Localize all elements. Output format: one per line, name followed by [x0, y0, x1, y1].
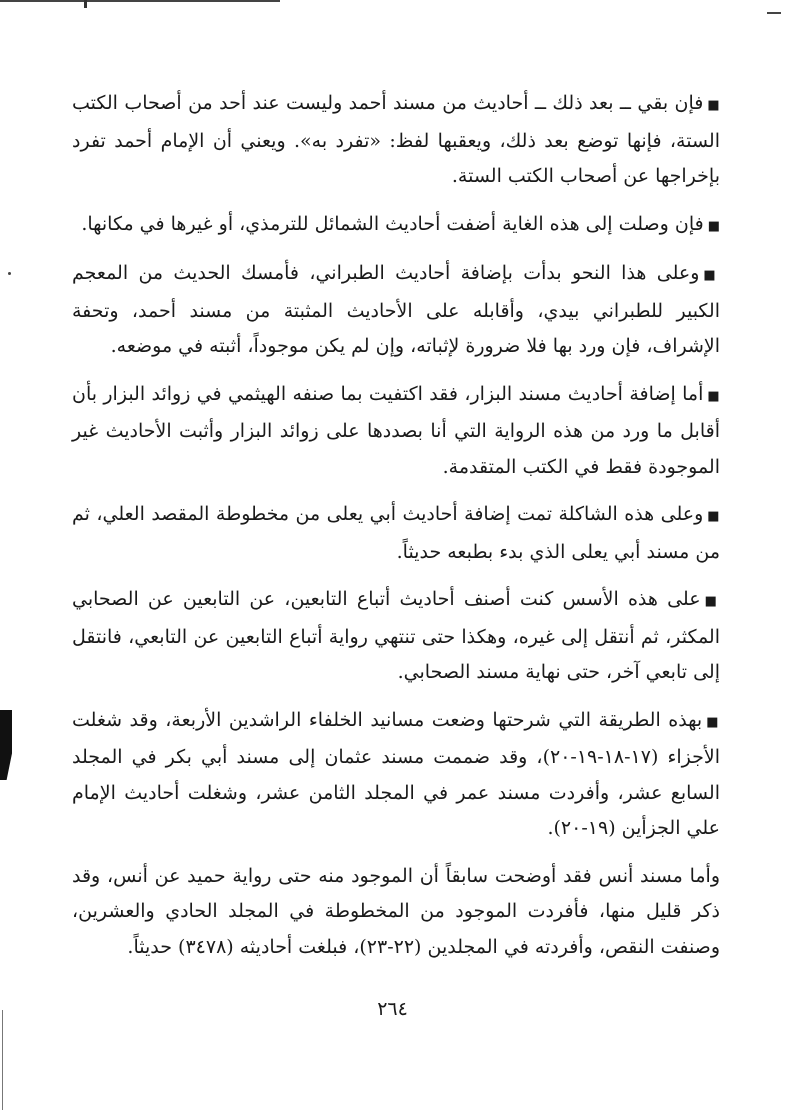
paragraph-7 — [72, 703, 720, 847]
body-text — [72, 86, 720, 977]
corner-mark — [767, 12, 781, 14]
paragraph-5 — [72, 497, 720, 570]
paragraph-text: وعلى هذه الشاكلة تمت إضافة أحاديث أبي يعلى من مخطوطة المقصد العلي، ثم من مسند أبي يعلى الذي بدء بطبعه حديثاً. — [72, 503, 720, 563]
scan-edge-line — [2, 1010, 3, 1110]
page-number: ٢٦٤ — [377, 998, 408, 1020]
paragraph-text: أما إضافة أحاديث مسند البزار، فقد اكتفيت بما صنفه الهيثمي في زوائد البزار بأن أقابل ما ورد من هذه الرواية التي أنا بصددها على زوائد البزار وأثبت الأحاديث غير الموجودة فقط في الكتب المتقدمة. — [72, 382, 720, 478]
bullet-icon: ■ — [707, 388, 720, 404]
paragraph-6 — [72, 582, 720, 691]
paragraph-1 — [72, 86, 720, 195]
bullet-icon: ■ — [703, 268, 720, 283]
paragraph-text: وأما مسند أنس فقد أوضحت سابقاً أن الموجود منه حتى رواية حميد عن أنس، وقد ذكر قليل منها، فأفردت الموجود من المخطوطة في المجلد الحادي والعشرين، وصنفت النقص، وأفردته في المجلدين (٢٢-٢٣)، فبلغت أحاديثه (٣٤٧٨) حديثاً. — [72, 864, 720, 958]
paragraph-text: فإن وصلت إلى هذه الغاية أضفت أحاديث الشمائل للترمذي، أو غيرها في مكانها. — [81, 212, 704, 235]
paragraph-2 — [72, 207, 720, 245]
paragraph-text: على هذه الأسس كنت أصنف أحاديث أتباع التابعين، عن التابعين عن الصحابي المكثر، ثم أنتقل إلى غيره، وهكذا حتى تنتهي رواية أتباع التابعين عن التابعي، فانتقل إلى تابعي آخر، حتى نهاية مسند الصحابي. — [72, 588, 720, 683]
paragraph-text: وعلى هذا النحو بدأت بإضافة أحاديث الطبراني، فأمسك الحديث من المعجم الكبير للطبراني بيدي، وأقابله على الأحاديث المثبتة من مسند أحمد، وتحفة الإشراف، فإن ورد بها فلا ضرورة لإثباته، وإن لم يكن موجوداً، أثبته في موضعه. — [72, 262, 720, 357]
paragraph-3 — [72, 256, 720, 365]
scan-edge-mark — [0, 710, 12, 780]
top-edge-rule — [0, 0, 280, 2]
paragraph-4 — [72, 377, 720, 486]
paragraph-text: بهذه الطريقة التي شرحتها وضعت مسانيد الخلفاء الراشدين الأربعة، وقد شغلت الأجزاء (١٧-١٨-١٩-٢٠)، وقد ضممت مسند عثمان إلى مسند أبي بكر في المجلد السابع عشر، وأفردت مسند عمر في المجلد الثامن عشر، وشغلت أحاديث الإمام علي الجزأين (١٩-٢٠). — [72, 708, 720, 839]
bullet-icon: ■ — [704, 594, 720, 609]
bullet-icon: ■ — [707, 509, 720, 524]
margin-dot — [8, 272, 11, 275]
bullet-icon: ■ — [706, 714, 720, 730]
bullet-icon: ■ — [707, 218, 720, 234]
bullet-icon: ■ — [707, 98, 720, 113]
top-edge-tick — [84, 0, 87, 8]
paragraph-8 — [72, 859, 720, 966]
paragraph-text: فإن بقي ــ بعد ذلك ــ أحاديث من مسند أحمد وليست عند أحد من أصحاب الكتب الستة، فإنها توضع بعد ذلك، ويعقبها لفظ: «تفرد به». ويعني أن الإمام أحمد تفرد بإخراجها عن أصحاب الكتب الستة. — [72, 92, 720, 187]
